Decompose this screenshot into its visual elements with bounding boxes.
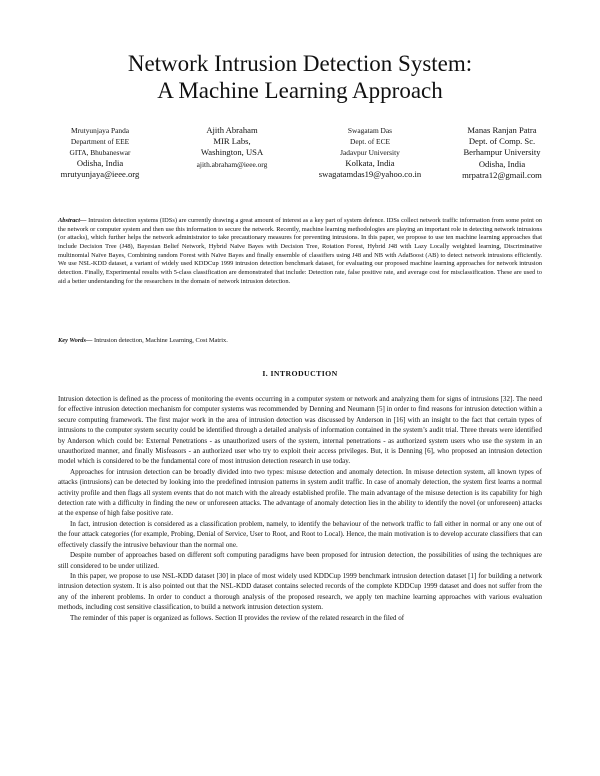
paragraph: Approaches for intrusion detection can be broadly divided into two types: misuse detection and anomaly detection. In misuse detection system, all known types of attacks (intrusions) can be detected by looking into the predefined intrusion patterns in system audit traffic. In case of anomaly detection, the system first learns a normal activity profile and then flags all system events that do not match with the already established profile. The main advantage of the misuse detection is its capability for high detection rate with a difficulty in finding the new or unforeseen attacks. The advantage of anomaly detection lies in the ability to identify the novel (or unforeseen) attacks at the expense of high false positive rate.	[58, 467, 542, 518]
paragraph: The reminder of this paper is organized as follows. Section II provides the review of the related research in the filed of	[70, 613, 405, 622]
author-email: ajith.abraham@ieee.org	[196, 159, 268, 169]
abstract-label: Abstract—	[58, 217, 87, 224]
author-4	[432, 125, 572, 181]
author-location: Washington, USA	[200, 147, 264, 158]
keywords-label: Key Words—	[58, 337, 93, 344]
section-heading: I. INTRODUCTION	[262, 369, 338, 378]
author-name: Swagatam Das	[347, 126, 393, 135]
author-affiliation: GITA, Bhubaneswar	[69, 148, 131, 157]
paragraph: In fact, intrusion detection is considered as a classification problem, namely, to identify the behaviour of the network traffic to fall either in normal or any one out of the four attack categories (for example, Probing, Denial of Service, User to Root, and Root to Local). Hence, the main motivation is to develop accurate classifiers that can effectively classify the intrusive behaviour than the normal one.	[58, 519, 542, 549]
author-location: Odisha, India	[76, 158, 124, 168]
title-line-2: A Machine Learning Approach	[157, 78, 443, 103]
abstract-text: Intrusion detection systems (IDSs) are currently drawing a great amount of interest as a key part of system defence. IDSs collect network traffic information from some point on the network or computer system and then use this information to secure the network. Recently, machine learning methodologies are playing an important role in detecting network intrusions (or attacks), which further helps the network administrator to take precautionary measures for preventing intrusions. In this paper, we propose to use ten machine learning approaches that include Decision Tree (J48), Bayesian Belief Network, Hybrid Naïve Bayes with Decision Tree, Rotation Forest, Hybrid J48 with Lazy Locally weighted learning, Discriminative multinomial Naïve Bayes, Combining random Forest with Naïve Bayes and finally ensemble of classifiers using J48 and NB with AdaBoost (AB) to detect network intrusions efficiently. We use NSL-KDD dataset, a variant of widely used KDDCup 1999 intrusion detection benchmark dataset, for evaluating our proposed machine learning approaches for network intrusion detection. Finally, Experimental results with 5-class classification are demonstrated that include: Detection rate, false positive rate, and average cost for misclassification. These are used to aid a better understanding for the researchers in the domain of network intrusion detection.	[58, 217, 542, 285]
author-email: mrpatra12@gmail.com	[462, 169, 542, 180]
author-name: Mrutyunjaya Panda	[70, 126, 130, 135]
author-name: Ajith Abraham	[206, 125, 258, 135]
author-affiliation: Dept. of Comp. Sc.	[468, 136, 536, 147]
paragraph: In this paper, we propose to use NSL-KDD dataset [30] in place of most widely used KDDCup 1999 benchmark intrusion detection dataset [1] for building a network intrusion detection system. It is also pointed out that the NSL-KDD dataset contains selected records of the complete KDDCup 1999 dataset and does not suffer from the any of the inherent problems. In order to conduct a thorough analysis of the proposed research, we apply ten machine learning approaches with various evaluation methods, including cost sensitive classification, to build a network intrusion detection system.	[58, 571, 542, 612]
author-affiliation: Dept. of ECE	[349, 137, 391, 146]
author-location: Kolkata, India	[345, 158, 395, 168]
author-affiliation: Department of EEE	[70, 137, 130, 146]
author-3	[300, 125, 440, 180]
author-email: swagatamdas19@yahoo.co.in	[318, 169, 422, 180]
author-email: mrutyunjaya@ieee.org	[60, 169, 140, 180]
author-location: Odisha, India	[478, 158, 526, 169]
keywords-text: Intrusion detection, Machine Learning, Cost Matrix.	[92, 337, 228, 344]
paragraph: Intrusion detection is defined as the process of monitoring the events occurring in a computer system or network and analyzing them for signs of intrusions [32]. The need for effective intrusion detection mechanism for computer systems was recommended by Denning and Neumann [5] in order to find reasons for intrusion detection within a secure computing framework. The first major work in the area of intrusion detection was discussed by Anderson in [16] with an insight to the fact that certain types of intrusions to the computer system security could be identified through a detailed analysis of information contained in the system’s audit trial. Three threats were identified by Anderson which could be: External Penetrations - as unauthorized users of the system, internal penetrations - as authorized system users who use the system in an unauthorized manner, and finally Misfeasors - an authorized user who try to exploit their access privileges. But, it is Denning [6], who proposed an intrusion detection model which is considered to be the fundamental core of most intrusion detection research in use today.	[58, 395, 542, 466]
abstract	[58, 217, 542, 286]
title-line-1: Network Intrusion Detection System:	[127, 51, 473, 76]
paragraph: Despite number of approaches based on different soft computing paradigms have been proposed for intrusion detection, the possibilities of using the techniques are still considered to be under utilized.	[58, 551, 542, 570]
author-name: Manas Ranjan Patra	[467, 125, 537, 135]
author-affiliation: Jadavpur University	[340, 148, 400, 157]
author-affiliation: MIR Labs,	[213, 136, 251, 147]
paper-title	[0, 50, 600, 104]
author-1	[30, 125, 170, 180]
keywords	[58, 336, 542, 345]
author-2	[162, 125, 302, 170]
body-text	[58, 394, 542, 623]
author-affiliation: Berhampur University	[463, 147, 541, 158]
